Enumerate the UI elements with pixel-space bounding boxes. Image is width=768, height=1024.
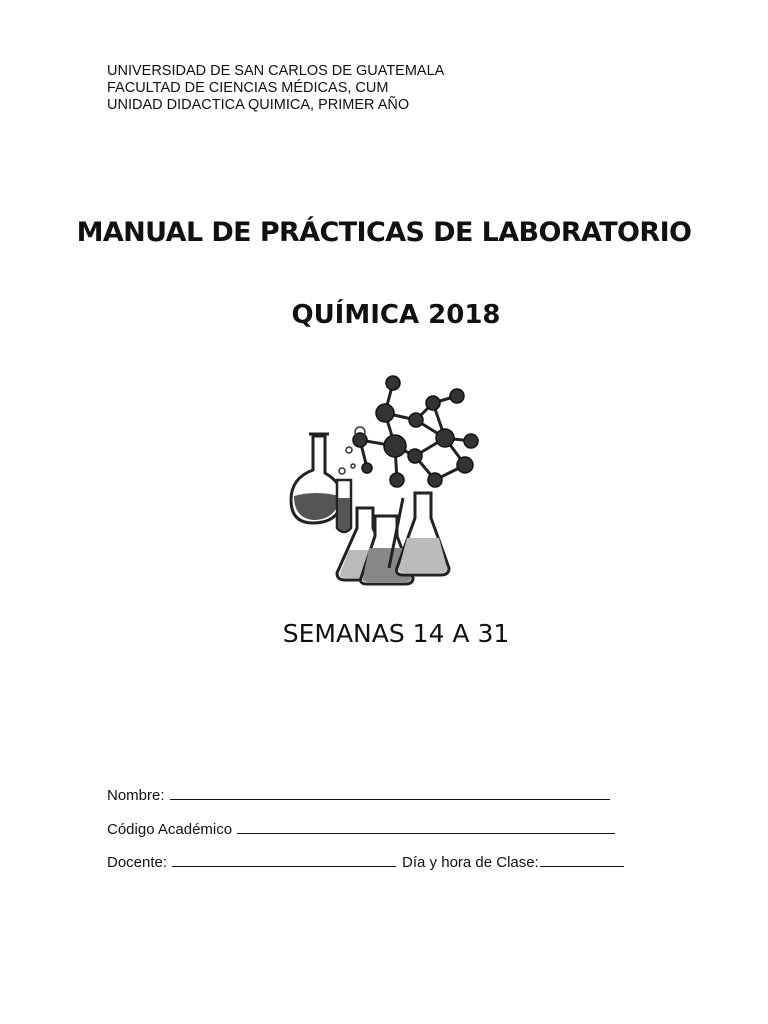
schedule-label: Día y hora de Clase: (402, 854, 539, 871)
university-name: UNIVERSIDAD DE SAN CARLOS DE GUATEMALA (107, 63, 445, 79)
institution-header (107, 63, 444, 114)
teacher-blank-line[interactable] (172, 852, 396, 867)
faculty-name: FACULTAD DE CIENCIAS MÉDICAS, CUM (107, 80, 389, 96)
academic-code-label: Código Académico (107, 821, 233, 838)
document-title: MANUAL DE PRÁCTICAS DE LABORATORIO (76, 217, 692, 248)
document-subtitle: QUÍMICA 2018 (291, 300, 501, 330)
name-blank-line[interactable] (170, 785, 610, 800)
name-field (107, 785, 610, 804)
chemistry-glassware-molecule-icon (285, 368, 495, 588)
academic-code-field (107, 819, 615, 838)
teacher-schedule-field (107, 852, 624, 871)
academic-code-blank-line[interactable] (237, 819, 615, 834)
schedule-blank-line[interactable] (540, 852, 624, 867)
teacher-label: Docente: (107, 854, 168, 871)
unit-name: UNIDAD DIDACTICA QUIMICA, PRIMER AÑO (107, 97, 410, 113)
weeks-range: SEMANAS 14 A 31 (282, 619, 510, 648)
name-label: Nombre: (107, 787, 165, 804)
